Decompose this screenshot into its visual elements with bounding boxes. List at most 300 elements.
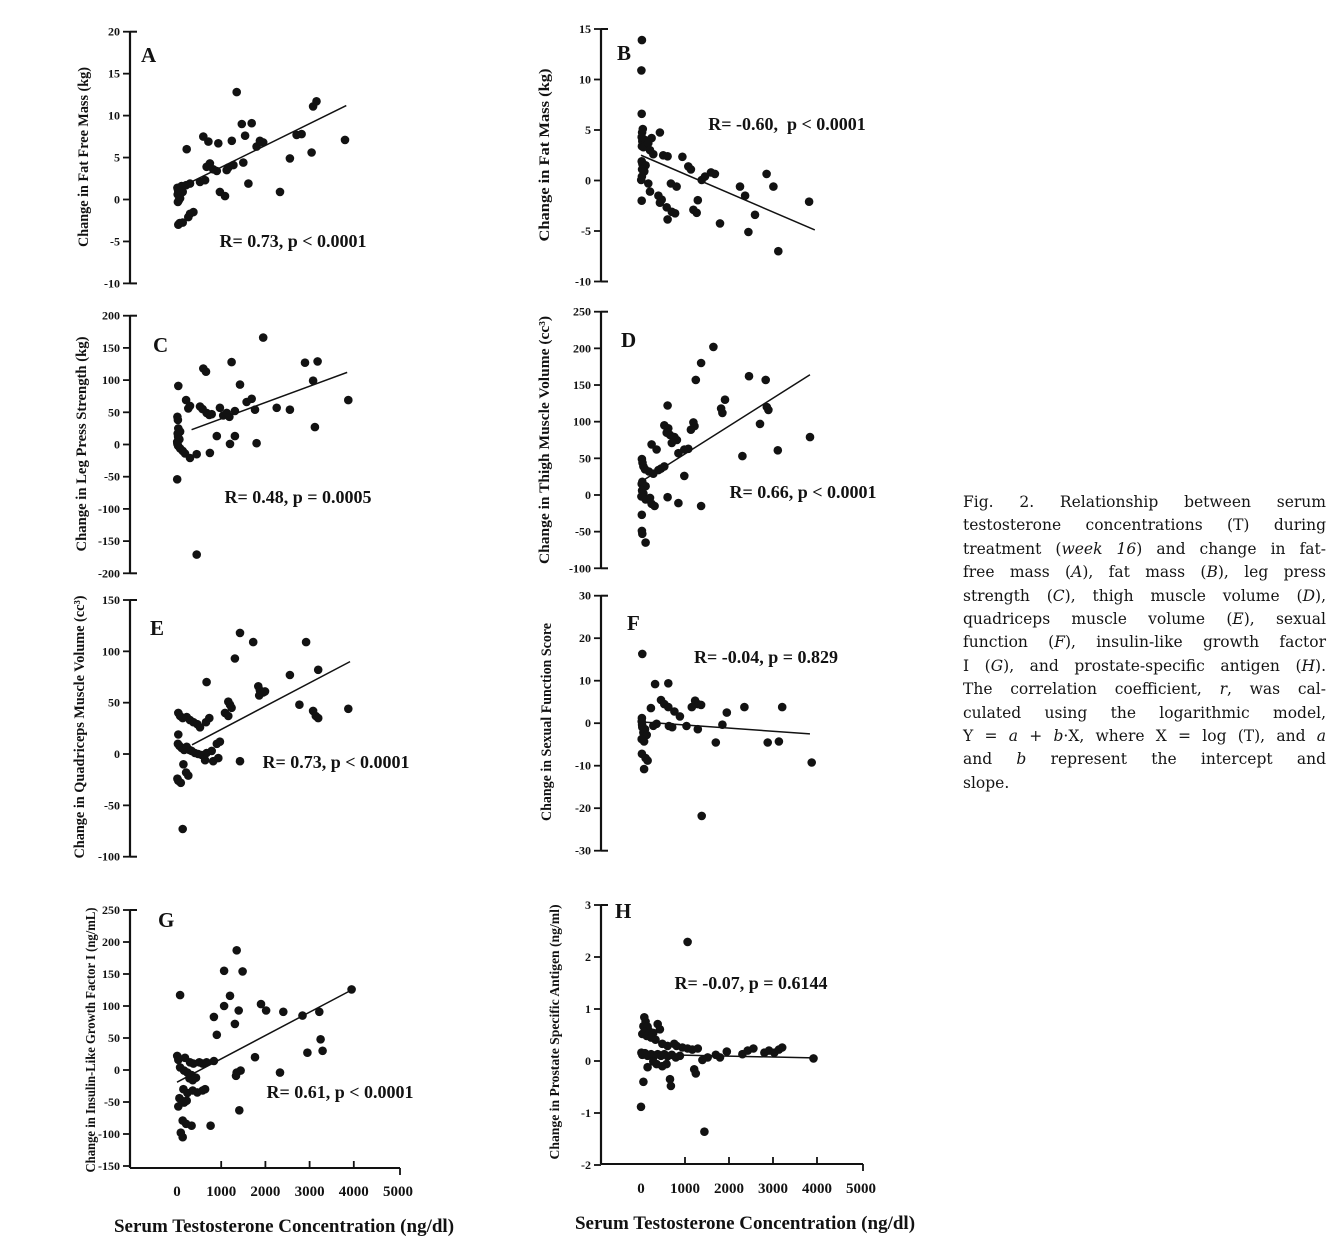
y-tick-label: -100	[569, 561, 591, 576]
data-point	[229, 161, 238, 170]
caption-segment: represent the intercept and	[1026, 750, 1326, 769]
panel-letter: G	[158, 908, 175, 932]
data-point	[756, 420, 765, 429]
scatter-points	[173, 946, 356, 1141]
y-tick-label: -50	[575, 524, 591, 539]
y-tick-label: 0	[585, 487, 591, 502]
panel-letter: E	[150, 616, 165, 640]
data-point	[778, 703, 787, 712]
y-tick-label: 10	[579, 673, 591, 688]
x-tick-label: 4000	[802, 1181, 832, 1197]
data-point	[668, 723, 677, 732]
y-tick-label: 0	[585, 173, 591, 188]
data-point	[666, 1075, 675, 1084]
data-point	[232, 1072, 241, 1081]
data-point	[314, 666, 323, 675]
data-point	[643, 1063, 652, 1072]
y-tick-label: -10	[104, 276, 120, 291]
correlation-annotation: R= 0.73, p < 0.0001	[262, 752, 410, 772]
caption-segment: ) and change in fat-	[1136, 539, 1326, 558]
data-point	[744, 228, 753, 237]
data-point	[213, 167, 222, 176]
caption-segment: , was cal-	[1226, 680, 1326, 699]
data-point	[687, 165, 696, 174]
x-tick-label: 1000	[206, 1184, 237, 1200]
data-point	[314, 714, 323, 723]
scatter-points	[637, 938, 818, 1136]
data-point	[775, 737, 784, 746]
data-point	[259, 333, 268, 342]
y-tick-label: -50	[104, 798, 120, 813]
data-point	[251, 405, 260, 414]
data-point	[640, 737, 649, 746]
panel-H	[548, 898, 915, 1234]
data-point	[259, 138, 268, 147]
data-point	[236, 757, 245, 766]
data-point	[341, 136, 350, 145]
data-point	[709, 343, 718, 352]
data-point	[637, 196, 646, 205]
y-tick-label: 0	[114, 437, 120, 452]
data-point	[315, 1008, 324, 1017]
data-point	[723, 1047, 732, 1056]
data-point	[692, 1069, 701, 1078]
data-point	[347, 985, 356, 994]
data-point	[179, 760, 188, 769]
caption-segment: I (	[963, 656, 991, 675]
y-tick-label: -10	[575, 758, 591, 773]
y-tick-label: 0	[585, 1054, 591, 1068]
data-point	[809, 1054, 818, 1063]
caption-segment: ),	[1315, 586, 1326, 605]
caption-italic-segment: H	[1301, 656, 1316, 675]
data-point	[177, 779, 186, 788]
panel-letter: F	[627, 611, 640, 635]
caption-segment: ), sexual	[1243, 610, 1326, 629]
caption-line	[963, 514, 1326, 537]
caption-segment: Fig. 2. Relationship between serum	[963, 493, 1326, 511]
caption-line	[963, 678, 1326, 701]
y-tick-label: 150	[573, 378, 591, 393]
data-point	[651, 680, 660, 689]
data-point	[286, 671, 295, 680]
y-tick-label: 10	[108, 108, 120, 123]
caption-italic-segment: F	[1054, 633, 1065, 652]
data-point	[228, 137, 237, 146]
data-point	[700, 1127, 709, 1136]
x-tick-label: 0	[173, 1184, 181, 1200]
data-point	[279, 1008, 288, 1017]
y-tick-label: -100	[98, 501, 120, 516]
data-point	[692, 209, 701, 218]
data-point	[213, 432, 222, 441]
data-point	[244, 179, 253, 188]
correlation-annotation: R= 0.66, p < 0.0001	[729, 482, 877, 502]
x-tick-label: 3000	[294, 1184, 325, 1200]
data-point	[674, 499, 683, 508]
x-tick-label: 2000	[250, 1184, 281, 1200]
data-point	[303, 1048, 312, 1057]
data-point	[664, 679, 673, 688]
data-point	[295, 700, 304, 709]
data-point	[769, 182, 778, 191]
caption-italic-segment: C	[1052, 586, 1065, 605]
panel-F	[539, 589, 838, 858]
data-point	[238, 120, 247, 129]
data-point	[805, 197, 814, 206]
y-tick-label: -150	[98, 1159, 120, 1173]
data-point	[740, 703, 749, 712]
data-point	[210, 1013, 219, 1022]
figure-caption	[963, 491, 1326, 795]
data-point	[234, 1006, 243, 1015]
caption-segment: The correlation coefficient,	[963, 680, 1220, 699]
data-point	[680, 472, 689, 481]
data-point	[697, 359, 706, 368]
y-tick-label: 100	[102, 999, 120, 1013]
data-point	[182, 145, 191, 154]
data-point	[192, 450, 201, 459]
y-tick-label: -100	[98, 1127, 120, 1141]
data-point	[316, 1035, 325, 1044]
y-tick-label: 50	[108, 695, 120, 710]
data-point	[297, 130, 306, 139]
data-point	[302, 638, 311, 647]
data-point	[201, 1085, 210, 1094]
data-point	[221, 192, 230, 201]
trendline	[192, 372, 348, 429]
y-axis-title: Change in Sexual Function Score	[539, 608, 555, 821]
data-point	[214, 139, 223, 148]
data-point	[207, 410, 216, 419]
caption-segment: ), leg press	[1217, 563, 1327, 582]
panel-A	[76, 25, 367, 291]
data-point	[186, 402, 195, 411]
data-point	[638, 650, 647, 659]
data-point	[749, 1044, 758, 1053]
caption-segment: quadriceps muscle volume (	[963, 610, 1233, 629]
y-tick-label: 50	[108, 1031, 120, 1045]
data-point	[238, 967, 247, 976]
data-point	[687, 425, 696, 434]
x-axis-title: Serum Testosterone Concentration (ng/dl)	[113, 1216, 455, 1237]
data-point	[202, 367, 211, 376]
correlation-annotation: R= 0.61, p < 0.0001	[266, 1082, 414, 1102]
data-point	[204, 137, 213, 146]
y-axis-title: Change in Insulin-Like Growth Factor I (ng/mL)	[84, 879, 99, 1173]
data-point	[206, 1121, 215, 1130]
y-tick-label: 0	[114, 747, 120, 762]
caption-line	[963, 538, 1326, 561]
data-point	[236, 380, 245, 389]
caption-line	[963, 631, 1326, 654]
data-point	[184, 771, 193, 780]
caption-segment: strength (	[963, 586, 1053, 605]
data-point	[637, 66, 646, 75]
caption-segment: ·X, where X = log (T), and	[1063, 727, 1317, 746]
data-point	[216, 737, 225, 746]
y-tick-label: -200	[98, 566, 120, 581]
y-tick-label: -2	[581, 1158, 591, 1172]
y-tick-label: 10	[579, 72, 591, 87]
data-point	[652, 445, 661, 454]
caption-segment: treatment (	[963, 539, 1062, 558]
data-point	[703, 1053, 712, 1062]
data-point	[192, 1073, 201, 1082]
data-point	[723, 708, 732, 717]
caption-italic-segment: G	[990, 656, 1004, 675]
data-point	[741, 191, 750, 200]
y-tick-label: -1	[581, 1106, 591, 1120]
caption-line	[963, 585, 1326, 608]
y-tick-label: -30	[575, 843, 591, 858]
data-point	[663, 215, 672, 224]
data-point	[298, 1011, 307, 1020]
y-tick-label: 100	[102, 644, 120, 659]
data-point	[206, 449, 215, 458]
data-point	[676, 712, 685, 721]
caption-line	[963, 608, 1326, 631]
data-point	[307, 148, 316, 157]
y-tick-label: 15	[108, 66, 120, 81]
data-point	[232, 946, 241, 955]
caption-italic-segment: E	[1232, 610, 1244, 629]
data-point	[718, 720, 727, 729]
x-tick-label: 5000	[846, 1181, 876, 1197]
y-tick-label: -5	[581, 224, 591, 238]
data-point	[692, 376, 701, 385]
data-point	[751, 211, 760, 220]
data-point	[646, 187, 655, 196]
data-point	[684, 445, 693, 454]
caption-italic-segment: week 16	[1061, 539, 1137, 558]
x-tick-label: 0	[637, 1181, 645, 1197]
y-tick-label: -150	[98, 534, 120, 549]
caption-italic-segment: a	[1316, 727, 1326, 746]
x-tick-label: 3000	[758, 1181, 788, 1197]
data-point	[644, 179, 653, 188]
y-tick-label: 100	[102, 373, 120, 388]
y-tick-label: 200	[573, 341, 591, 356]
caption-italic-segment: D	[1302, 586, 1316, 605]
data-point	[652, 720, 661, 729]
data-point	[650, 502, 659, 511]
trendline	[192, 662, 350, 745]
data-point	[697, 812, 706, 821]
data-point	[716, 219, 725, 228]
data-point	[671, 209, 680, 218]
data-point	[239, 158, 248, 167]
y-tick-label: 3	[585, 898, 591, 912]
y-tick-label: 250	[573, 304, 591, 319]
data-point	[762, 170, 771, 179]
caption-segment: Y =	[963, 727, 1009, 746]
data-point	[694, 1044, 703, 1053]
data-point	[688, 703, 697, 712]
data-point	[231, 432, 240, 441]
data-point	[640, 765, 649, 774]
y-tick-label: 5	[114, 150, 120, 165]
caption-segment: ), thigh muscle volume (	[1064, 586, 1303, 605]
correlation-annotation: R= -0.60, p < 0.0001	[708, 114, 866, 134]
data-point	[227, 358, 236, 367]
data-point	[286, 154, 295, 163]
data-point	[216, 404, 225, 413]
y-tick-label: 5	[585, 123, 591, 137]
data-point	[232, 88, 241, 97]
caption-line	[963, 561, 1326, 584]
data-point	[262, 1006, 271, 1015]
caption-segment: free mass (	[963, 563, 1072, 582]
data-point	[178, 825, 187, 834]
panel-E	[72, 581, 410, 864]
caption-segment: ), and prostate-specific antigen (	[1003, 656, 1302, 675]
data-point	[774, 247, 783, 256]
data-point	[231, 1020, 240, 1029]
caption-italic-segment: a	[1008, 727, 1018, 746]
data-point	[806, 433, 815, 442]
data-point	[207, 747, 216, 756]
x-tick-label: 2000	[714, 1181, 744, 1197]
data-point	[697, 701, 706, 710]
scatter-points	[173, 333, 353, 559]
y-tick-label: 50	[579, 451, 591, 466]
y-tick-label: -5	[110, 234, 120, 249]
data-point	[174, 730, 183, 739]
caption-line	[963, 702, 1326, 725]
data-point	[694, 725, 703, 734]
y-axis-title: Change in Thigh Muscle Volume (cc³)	[537, 323, 553, 564]
panel-letter: A	[141, 43, 157, 67]
data-point	[224, 712, 233, 721]
y-axis-title: Change in Fat Free Mass (kg)	[76, 56, 92, 247]
data-point	[276, 1068, 285, 1077]
scatter-points	[173, 88, 349, 229]
scatter-points	[173, 629, 353, 834]
caption-italic-segment: B	[1206, 563, 1218, 582]
data-point	[711, 170, 720, 179]
panel-letter: H	[615, 899, 632, 923]
scatter-points	[637, 36, 813, 256]
caption-segment: +	[1017, 727, 1054, 746]
data-point	[251, 1053, 260, 1062]
data-point	[668, 439, 677, 448]
y-tick-label: 150	[102, 340, 120, 355]
caption-segment: ), insulin-like growth factor	[1064, 633, 1326, 652]
data-point	[683, 938, 692, 947]
data-point	[807, 758, 816, 767]
data-point	[764, 406, 773, 415]
data-point	[641, 538, 650, 547]
data-point	[286, 405, 295, 414]
data-point	[638, 530, 647, 539]
data-point	[697, 502, 706, 511]
data-point	[649, 150, 658, 159]
y-tick-label: 30	[579, 588, 591, 603]
caption-segment: ).	[1315, 656, 1327, 675]
y-tick-label: 150	[102, 593, 120, 607]
y-tick-label: 250	[102, 903, 120, 917]
data-point	[220, 967, 229, 976]
caption-line	[963, 725, 1326, 748]
caption-segment: and	[963, 750, 1017, 769]
data-point	[774, 446, 783, 455]
x-tick-label: 1000	[670, 1181, 700, 1197]
data-point	[312, 97, 321, 106]
data-point	[210, 1057, 219, 1066]
y-tick-label: 0	[114, 1063, 120, 1077]
y-tick-label: -20	[575, 801, 591, 816]
caption-line	[963, 748, 1326, 771]
data-point	[637, 110, 646, 119]
data-point	[309, 376, 318, 385]
data-point	[202, 1058, 211, 1067]
data-point	[189, 208, 198, 217]
caption-italic-segment: b	[1053, 727, 1064, 746]
y-tick-label: -50	[104, 1095, 120, 1109]
panel-C	[74, 309, 372, 581]
data-point	[639, 1078, 648, 1087]
data-point	[202, 678, 211, 687]
data-point	[676, 1052, 685, 1061]
correlation-annotation: R= -0.07, p = 0.6144	[674, 973, 828, 993]
data-point	[173, 475, 182, 484]
panel-G	[84, 879, 455, 1237]
caption-line	[963, 655, 1326, 678]
caption-italic-segment: r	[1219, 680, 1227, 699]
data-point	[178, 1133, 187, 1142]
data-point	[213, 1031, 222, 1040]
y-axis-title: Change in Leg Press Strength (kg)	[74, 331, 90, 552]
caption-italic-segment: b	[1016, 750, 1027, 769]
data-point	[318, 1047, 327, 1056]
data-point	[745, 372, 754, 381]
y-tick-label: 1	[585, 1002, 591, 1016]
data-point	[718, 409, 727, 418]
y-tick-label: 2	[585, 950, 591, 964]
data-point	[214, 754, 223, 763]
data-point	[663, 152, 672, 161]
data-point	[694, 196, 703, 205]
caption-segment: testosterone concentrations (T) during	[963, 516, 1326, 535]
y-tick-label: 50	[108, 405, 120, 420]
caption-segment: function (	[963, 633, 1055, 652]
y-tick-label: 150	[102, 967, 120, 981]
scatter-points	[637, 343, 814, 547]
y-tick-label: 200	[102, 935, 120, 949]
data-point	[716, 1053, 725, 1062]
data-point	[682, 722, 691, 731]
data-point	[226, 992, 235, 1001]
caption-segment: ), fat mass (	[1082, 563, 1207, 582]
data-point	[738, 452, 747, 461]
y-tick-label: -50	[104, 469, 120, 484]
data-point	[301, 358, 310, 367]
data-point	[252, 439, 261, 448]
data-point	[761, 376, 770, 385]
data-point	[236, 629, 245, 638]
data-point	[656, 128, 665, 137]
panel-B	[537, 22, 866, 289]
caption-segment: culated using the logarithmic model,	[963, 703, 1326, 722]
data-point	[763, 738, 772, 747]
data-point	[663, 401, 672, 410]
data-point	[241, 131, 250, 140]
data-point	[313, 357, 322, 366]
data-point	[637, 1103, 646, 1112]
data-point	[182, 1096, 191, 1105]
data-point	[678, 153, 687, 162]
